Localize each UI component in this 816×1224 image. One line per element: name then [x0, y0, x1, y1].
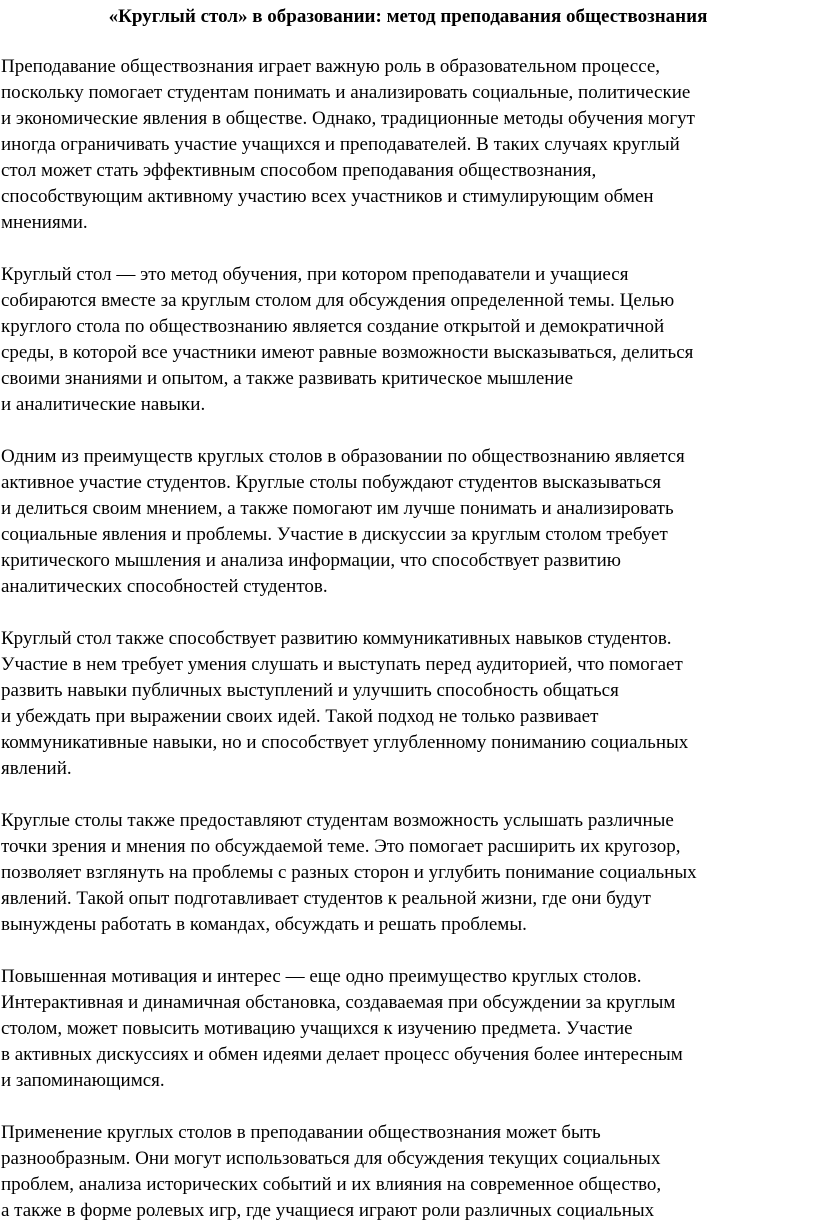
paragraph-line: стол может стать эффективным способом преподавания обществознания,	[1, 160, 597, 181]
paragraph-line: Круглые столы также предоставляют студентам возможность услышать различные	[1, 810, 674, 831]
paragraph-line: столом, может повысить мотивацию учащихся к изучению предмета. Участие	[1, 1018, 633, 1039]
paragraph-line: критического мышления и анализа информации, что способствует развитию	[1, 550, 621, 571]
document-body	[0, 54, 816, 1224]
paragraph-line: Участие в нем требует умения слушать и выступать перед аудиторией, что помогает	[1, 654, 683, 675]
paragraph-line: точки зрения и мнения по обсуждаемой теме. Это помогает расширить их кругозор,	[1, 836, 681, 857]
paragraph	[0, 964, 816, 1094]
paragraph-line: собираются вместе за круглым столом для обсуждения определенной темы. Целью	[1, 290, 675, 311]
paragraph-line: Одним из преимуществ круглых столов в образовании по обществознанию является	[1, 446, 685, 467]
paragraph-line: развить навыки публичных выступлений и улучшить способность общаться	[1, 680, 619, 701]
paragraph	[0, 626, 816, 782]
paragraph-line: круглого стола по обществознанию является создание открытой и демократичной	[1, 316, 665, 337]
paragraph-line: коммуникативные навыки, но и способствует углубленному пониманию социальных	[1, 732, 689, 753]
paragraph-line: социальные явления и проблемы. Участие в дискуссии за круглым столом требует	[1, 524, 668, 545]
paragraph-line: аналитических способностей студентов.	[1, 576, 328, 597]
paragraph	[0, 444, 816, 600]
paragraph-line: иногда ограничивать участие учащихся и преподавателей. В таких случаях круглый	[1, 134, 680, 155]
paragraph-line: Преподавание обществознания играет важную роль в образовательном процессе,	[1, 56, 661, 77]
paragraph-line: проблем, анализа исторических событий и их влияния на современное общество,	[1, 1174, 662, 1195]
paragraph-line: разнообразным. Они могут использоваться для обсуждения текущих социальных	[1, 1148, 661, 1169]
paragraph-line: способствующим активному участию всех участников и стимулирующим обмен	[1, 186, 654, 207]
paragraph	[0, 54, 816, 236]
paragraph-line: и экономические явления в обществе. Однако, традиционные методы обучения могут	[1, 108, 695, 129]
paragraph-line: явлений. Такой опыт подготавливает студентов к реальной жизни, где они будут	[1, 888, 651, 909]
paragraph-line: своими знаниями и опытом, а также развивать критическое мышление	[1, 368, 574, 389]
paragraph	[0, 808, 816, 938]
paragraph-line: в активных дискуссиях и обмен идеями делает процесс обучения более интересным	[1, 1044, 683, 1065]
paragraph-line: и убеждать при выражении своих идей. Такой подход не только развивает	[1, 706, 599, 727]
paragraph-line: и делиться своим мнением, а также помогают им лучше понимать и анализировать	[1, 498, 674, 519]
paragraph-line: а также в форме ролевых игр, где учащиеся играют роли различных социальных	[1, 1200, 655, 1221]
paragraph-line: вынуждены работать в командах, обсуждать и решать проблемы.	[1, 914, 527, 935]
document-title: «Круглый стол» в образовании: метод преподавания обществознания	[108, 6, 708, 27]
paragraph-line: явлений.	[1, 758, 72, 779]
paragraph-line: мнениями.	[1, 212, 88, 233]
paragraph-line: и запоминающимся.	[1, 1070, 165, 1091]
paragraph-line: поскольку помогает студентам понимать и анализировать социальные, политические	[1, 82, 691, 103]
paragraph-line: Интерактивная и динамичная обстановка, создаваемая при обсуждении за круглым	[1, 992, 676, 1013]
paragraph-line: Круглый стол также способствует развитию коммуникативных навыков студентов.	[1, 628, 672, 649]
paragraph-line: Применение круглых столов в преподавании обществознания может быть	[1, 1122, 601, 1143]
paragraph-line: Повышенная мотивация и интерес — еще одно преимущество круглых столов.	[1, 966, 642, 987]
paragraph	[0, 262, 816, 418]
paragraph-line: и аналитические навыки.	[1, 394, 206, 415]
paragraph-line: активное участие студентов. Круглые столы побуждают студентов высказываться	[1, 472, 662, 493]
paragraph-line: позволяет взглянуть на проблемы с разных сторон и углубить понимание социальных	[1, 862, 697, 883]
paragraph-line: среды, в которой все участники имеют равные возможности высказываться, делиться	[1, 342, 694, 363]
paragraph	[0, 1120, 816, 1224]
paragraph-line: Круглый стол — это метод обучения, при котором преподаватели и учащиеся	[1, 264, 629, 285]
